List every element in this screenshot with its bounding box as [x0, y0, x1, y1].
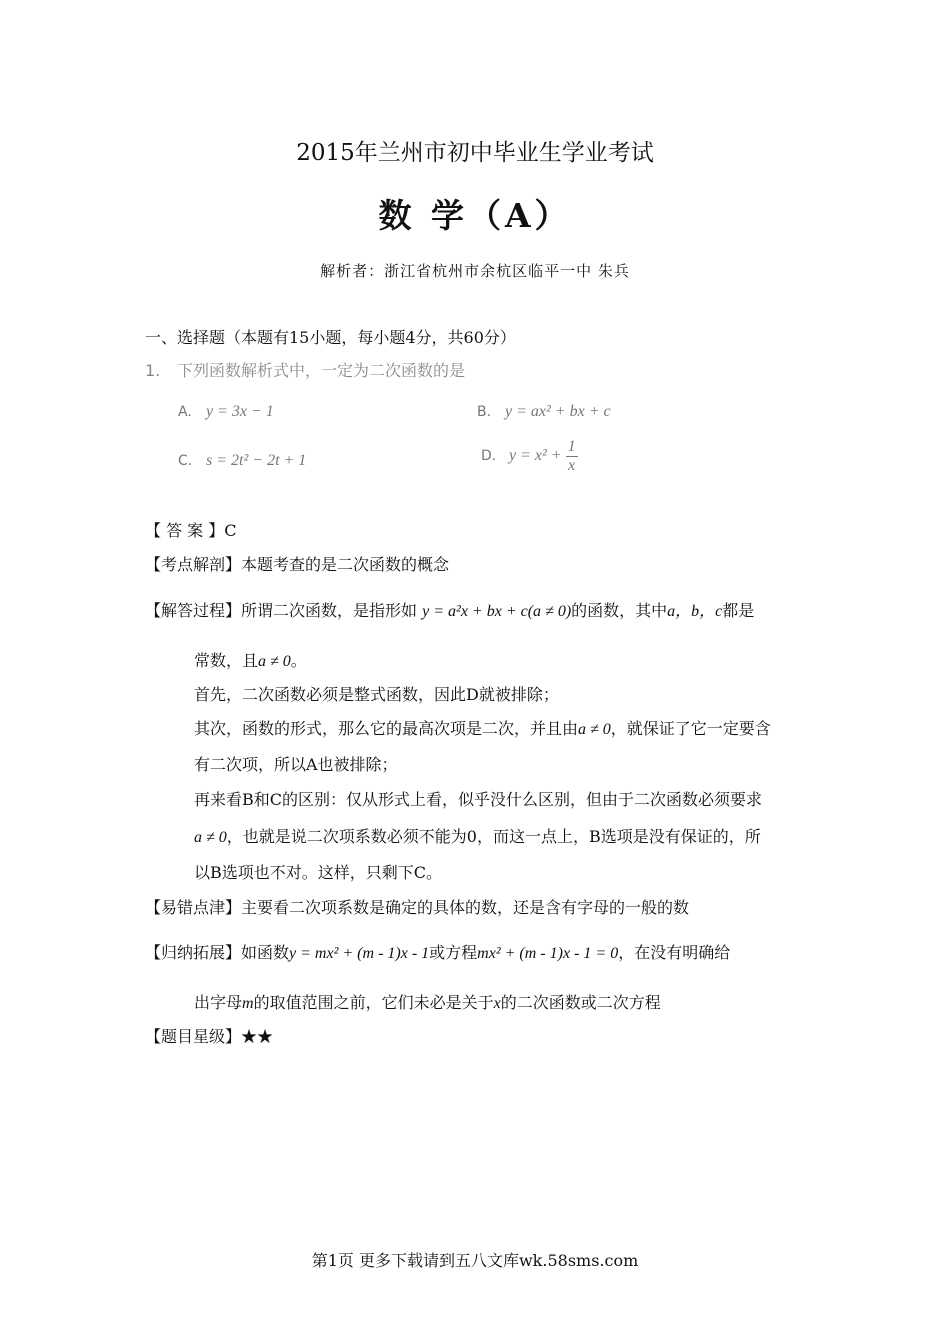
question-1: [145, 358, 465, 381]
answer-label: 【 答 案 】: [145, 521, 225, 540]
process-vars: a，b，c: [667, 603, 723, 620]
guina-label: 【归纳拓展】: [145, 943, 242, 962]
option-d: [481, 438, 578, 474]
process-line-3: 首先，二次函数必须是整式函数，因此D就被排除；: [194, 685, 559, 704]
option-label: B.: [477, 404, 492, 420]
option-expr: y = 3x − 1: [206, 403, 274, 420]
process-text: 所谓二次函数，是指形如: [241, 601, 418, 620]
guina-var: m: [242, 995, 254, 1012]
answer-line: [145, 518, 237, 541]
question-number: 1.: [145, 361, 161, 380]
subject-title: 数 学（A）: [378, 196, 572, 235]
guina-text: 的二次函数或二次方程: [500, 993, 661, 1012]
guina-text: 如函数: [241, 943, 290, 962]
option-label: C.: [178, 453, 193, 469]
question-text: 下列函数解析式中，一定为二次函数的是: [177, 361, 466, 380]
process-text: 常数，且: [194, 651, 259, 670]
kaodian-text: 本题考查的是二次函数的概念: [241, 555, 450, 574]
process-text: 。: [290, 651, 307, 670]
exam-title: 2015年兰州市初中毕业生学业考试: [296, 140, 654, 166]
process-label: 【解答过程】: [145, 601, 242, 620]
analyst-credit: 解析者：浙江省杭州市余杭区临平一中 朱兵: [320, 262, 630, 280]
process-text: 都是: [722, 601, 755, 620]
guina-line-1: [145, 940, 730, 963]
process-line-6: 再来看B和C的区别：仅从形式上看，似乎没什么区别，但由于二次函数必须要求: [194, 790, 763, 809]
star-label: 【题目星级】: [145, 1027, 242, 1046]
process-text: ，就保证了它一定要含: [610, 719, 771, 738]
guina-var: x: [493, 995, 501, 1012]
process-line-4: [194, 716, 771, 739]
option-expr: y = ax² + bx + c: [505, 403, 611, 420]
process-line-7: [194, 824, 761, 847]
process-text: 的函数，其中: [571, 601, 668, 620]
answer-value: C: [224, 521, 237, 540]
process-math: y = a²x + bx + c(a ≠ 0): [422, 603, 572, 620]
option-c: [178, 452, 306, 470]
option-expr: s = 2t² − 2t + 1: [206, 452, 307, 469]
process-math: a ≠ 0: [258, 653, 291, 670]
star-rating: ★★: [241, 1027, 274, 1046]
process-line-2: [194, 648, 307, 671]
fraction-numerator: 1: [567, 438, 576, 455]
guina-text: 出字母: [194, 993, 243, 1012]
section-heading: 一、选择题（本题有15小题，每小题4分，共60分）: [145, 328, 516, 347]
process-math: a ≠ 0: [194, 829, 227, 846]
process-line-5: 有二次项，所以A也被排除；: [194, 755, 398, 774]
guina-text: 或方程: [429, 943, 478, 962]
guina-text: 的取值范围之前，它们未必是关于: [253, 993, 494, 1012]
guina-text: ，在没有明确给: [618, 943, 731, 962]
kaodian-label: 【考点解剖】: [145, 555, 242, 574]
process-text: ，也就是说二次项系数必须不能为0，而这一点上，B选项是没有保证的，所: [226, 827, 761, 846]
option-label: A.: [178, 404, 192, 420]
yicuo-text: 主要看二次项系数是确定的具体的数，还是含有字母的一般的数: [241, 898, 690, 917]
guina-math: y = mx² + (m - 1)x - 1: [289, 945, 430, 962]
star-line: [145, 1024, 273, 1047]
fraction: [566, 438, 578, 474]
fraction-denominator: x: [568, 456, 576, 474]
page-footer: 第1页 更多下载请到五八文库wk.58sms.com: [311, 1251, 639, 1270]
process-math: a ≠ 0: [578, 721, 611, 738]
option-label: D.: [481, 448, 497, 465]
option-a: [178, 403, 274, 421]
process-line-8: 以B选项也不对。这样，只剩下C。: [194, 863, 443, 882]
guina-line-2: [194, 990, 661, 1013]
yicuo-label: 【易错点津】: [145, 898, 242, 917]
kaodian-line: [145, 552, 449, 575]
process-line-1: [145, 598, 754, 621]
process-text: 其次，函数的形式，那么它的最高次项是二次，并且由: [194, 719, 579, 738]
yicuo-line: [145, 895, 689, 918]
option-expr: y = x² +: [509, 447, 562, 465]
guina-math: mx² + (m - 1)x - 1 = 0: [477, 945, 619, 962]
option-b: [477, 403, 611, 421]
